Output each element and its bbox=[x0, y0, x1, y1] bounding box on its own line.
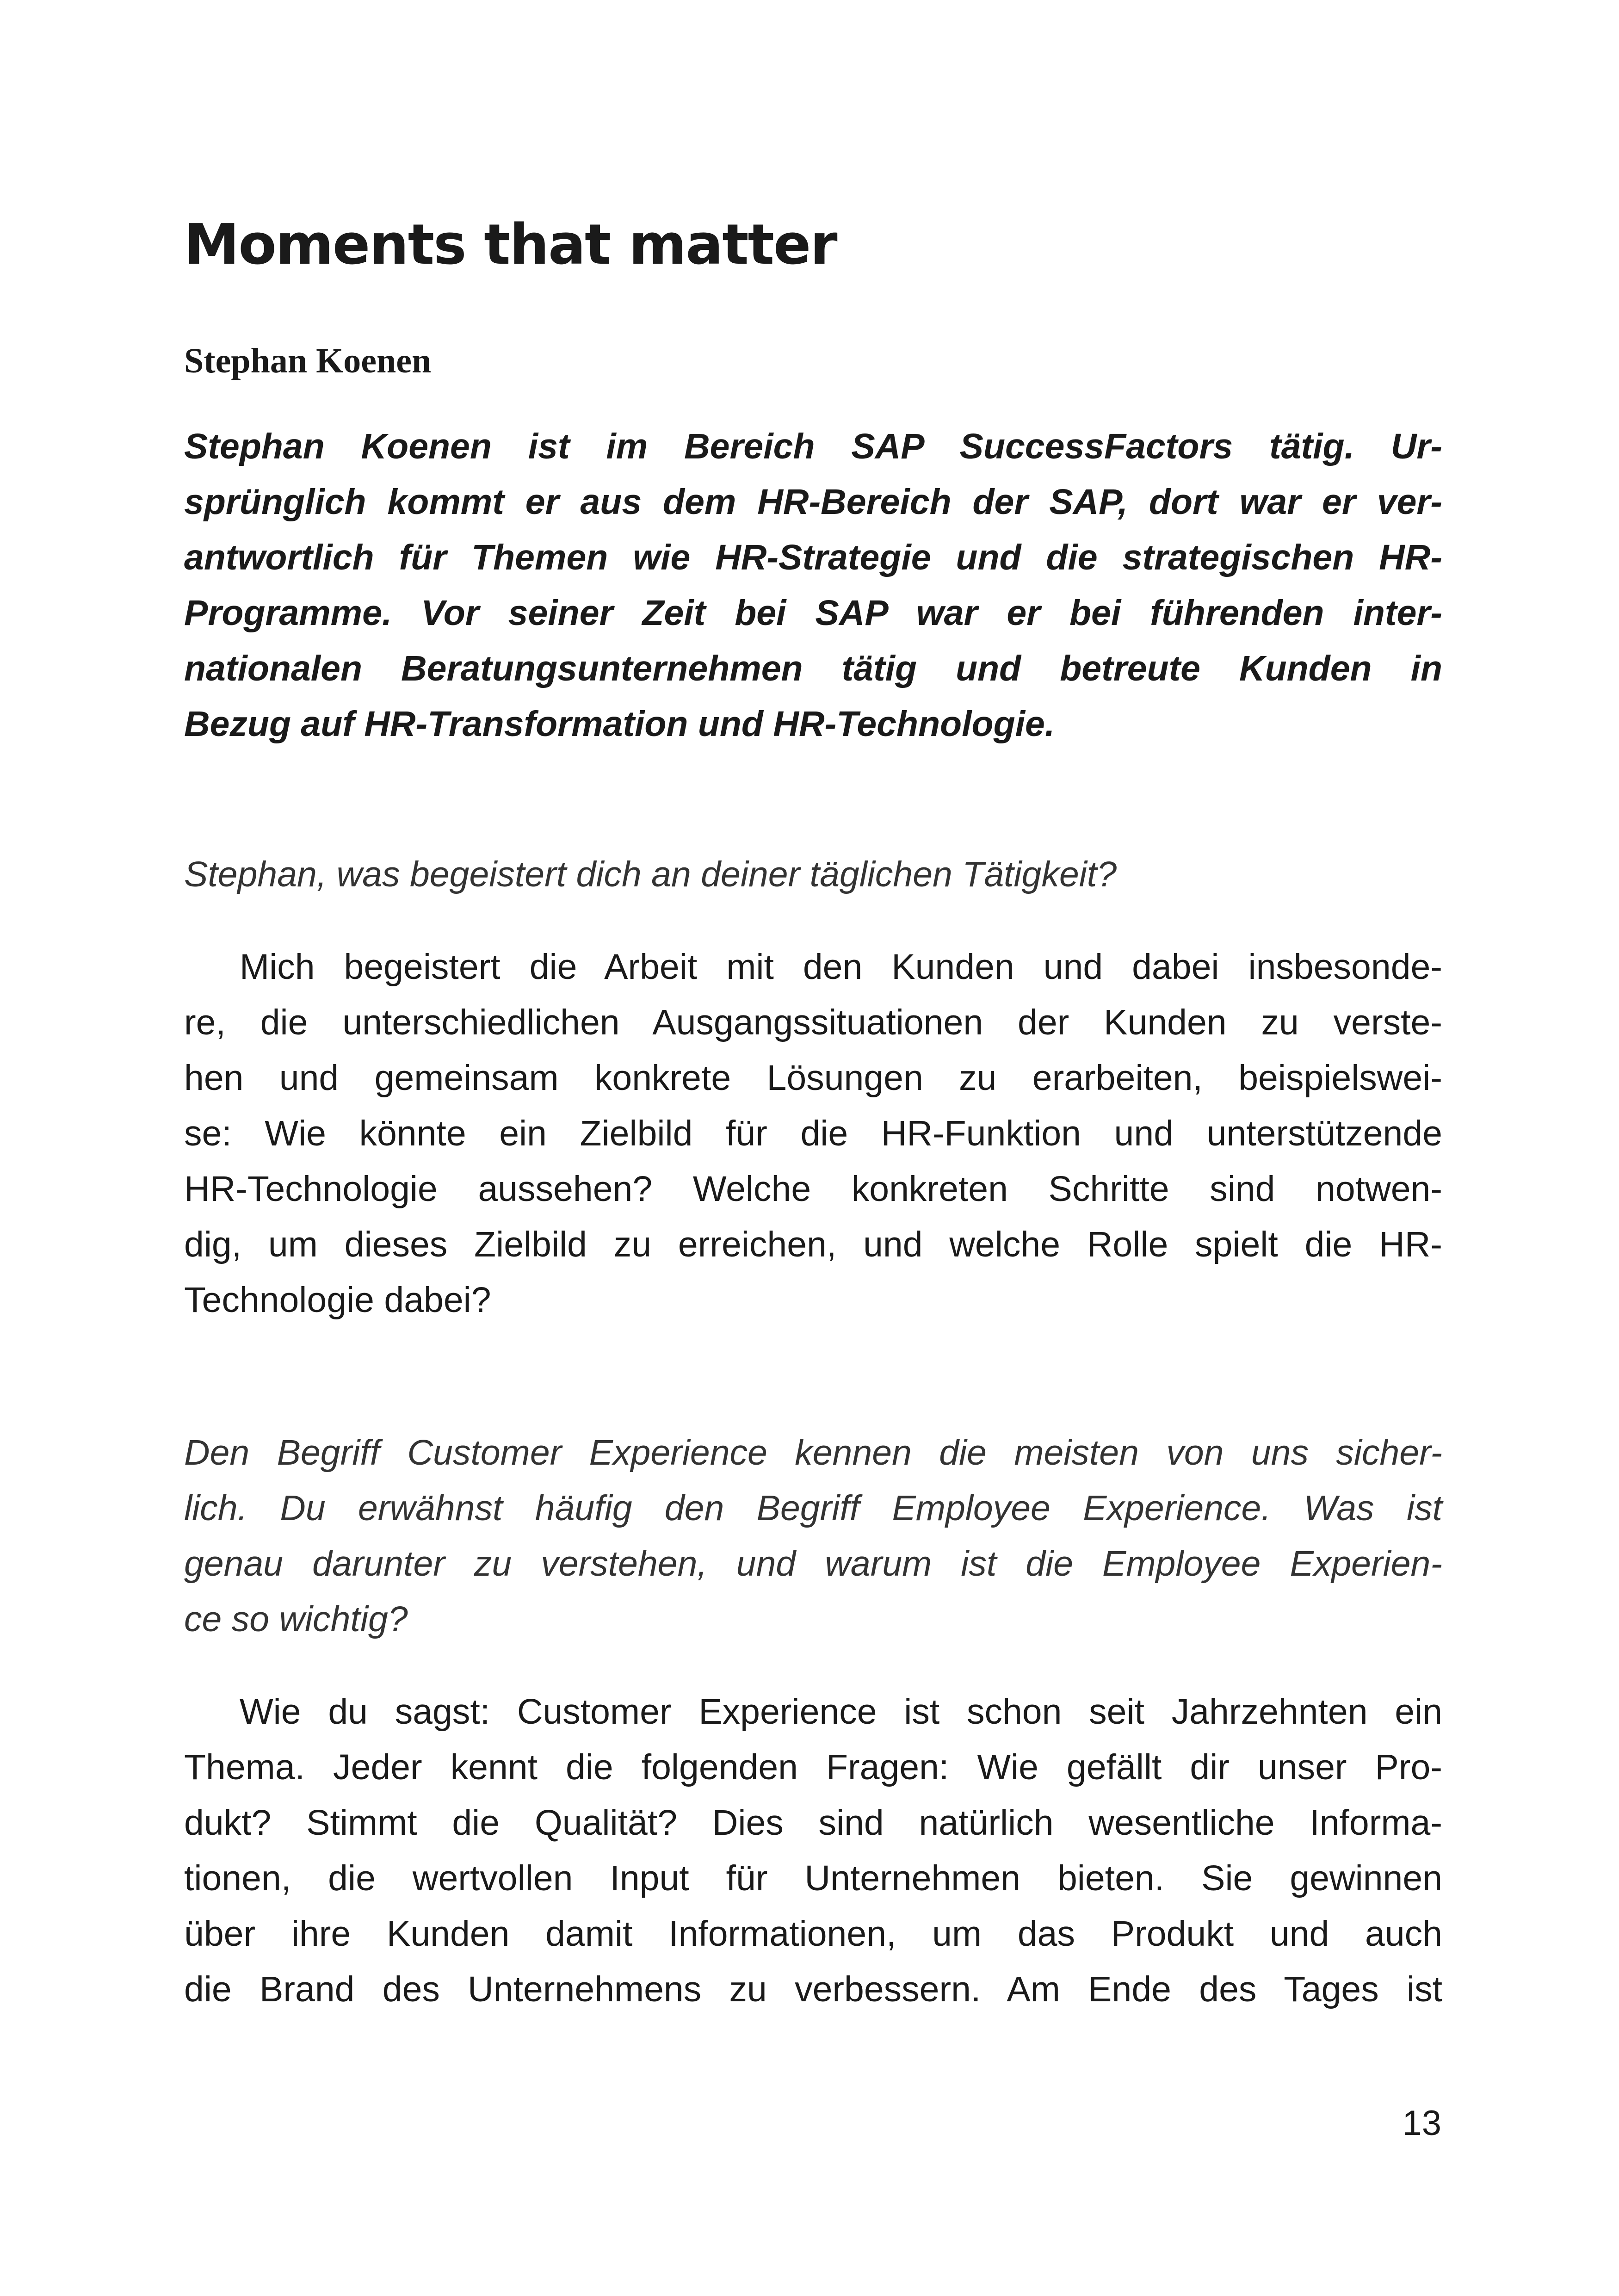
interview-answer-2 bbox=[184, 1684, 1442, 2017]
page-number: 13 bbox=[1402, 2104, 1441, 2143]
interview-answer-1 bbox=[184, 939, 1442, 1328]
bio-line: sprünglich kommt er aus dem HR-Bereich der SAP, dort war er ver- bbox=[184, 482, 1442, 522]
interview-question-2 bbox=[184, 1425, 1442, 1647]
answer-line: Technologie dabei? bbox=[184, 1280, 491, 1320]
answer-line: se: Wie könnte ein Zielbild für die HR-Funktion und unterstützende bbox=[184, 1114, 1442, 1153]
answer-line bbox=[184, 939, 1442, 995]
answer-line-text: Wie du sagst: Customer Experience ist schon seit Jahrzehnten ein bbox=[240, 1692, 1442, 1732]
answer-line: tionen, die wertvollen Input für Unternehmen bieten. Sie gewinnen bbox=[184, 1858, 1442, 1898]
answer-line: dukt? Stimmt die Qualität? Dies sind natürlich wesentliche Informa- bbox=[184, 1803, 1442, 1843]
bio-line: Bezug auf HR-Transformation und HR-Technologie. bbox=[184, 704, 1055, 744]
answer-line bbox=[184, 1684, 1442, 1739]
chapter-title: Moments that matter bbox=[184, 213, 837, 277]
bio-line: Programme. Vor seiner Zeit bei SAP war er bei führenden inter- bbox=[184, 593, 1442, 633]
bio-line: Stephan Koenen ist im Bereich SAP SuccessFactors tätig. Ur- bbox=[184, 427, 1442, 466]
question-line: Den Begriff Customer Experience kennen die meisten von uns sicher- bbox=[184, 1433, 1442, 1473]
answer-line: dig, um dieses Zielbild zu erreichen, und welche Rolle spielt die HR- bbox=[184, 1225, 1442, 1264]
author-bio bbox=[184, 419, 1442, 752]
question-line: Stephan, was begeistert dich an deiner täglichen Tätigkeit? bbox=[184, 854, 1117, 894]
answer-line: hen und gemeinsam konkrete Lösungen zu erarbeiten, beispielswei- bbox=[184, 1058, 1442, 1098]
answer-line: über ihre Kunden damit Informationen, um das Produkt und auch bbox=[184, 1914, 1442, 1954]
author-name: Stephan Koenen bbox=[184, 341, 432, 380]
answer-line: Thema. Jeder kennt die folgenden Fragen: Wie gefällt dir unser Pro- bbox=[184, 1747, 1442, 1787]
interview-question-1 bbox=[184, 847, 1442, 902]
question-line: ce so wichtig? bbox=[184, 1599, 408, 1639]
answer-line: HR-Technologie aussehen? Welche konkreten Schritte sind notwen- bbox=[184, 1169, 1442, 1209]
answer-line: die Brand des Unternehmens zu verbessern. Am Ende des Tages ist bbox=[184, 1969, 1442, 2009]
answer-line: re, die unterschiedlichen Ausgangssituationen der Kunden zu verste- bbox=[184, 1003, 1442, 1042]
answer-line-text: Mich begeistert die Arbeit mit den Kunden und dabei insbesonde- bbox=[240, 947, 1442, 987]
question-line: lich. Du erwähnst häufig den Begriff Employee Experience. Was ist bbox=[184, 1488, 1442, 1528]
bio-line: antwortlich für Themen wie HR-Strategie und die strategischen HR- bbox=[184, 538, 1442, 577]
bio-line: nationalen Beratungsunternehmen tätig und betreute Kunden in bbox=[184, 649, 1442, 688]
question-line: genau darunter zu verstehen, und warum ist die Employee Experien- bbox=[184, 1544, 1442, 1584]
